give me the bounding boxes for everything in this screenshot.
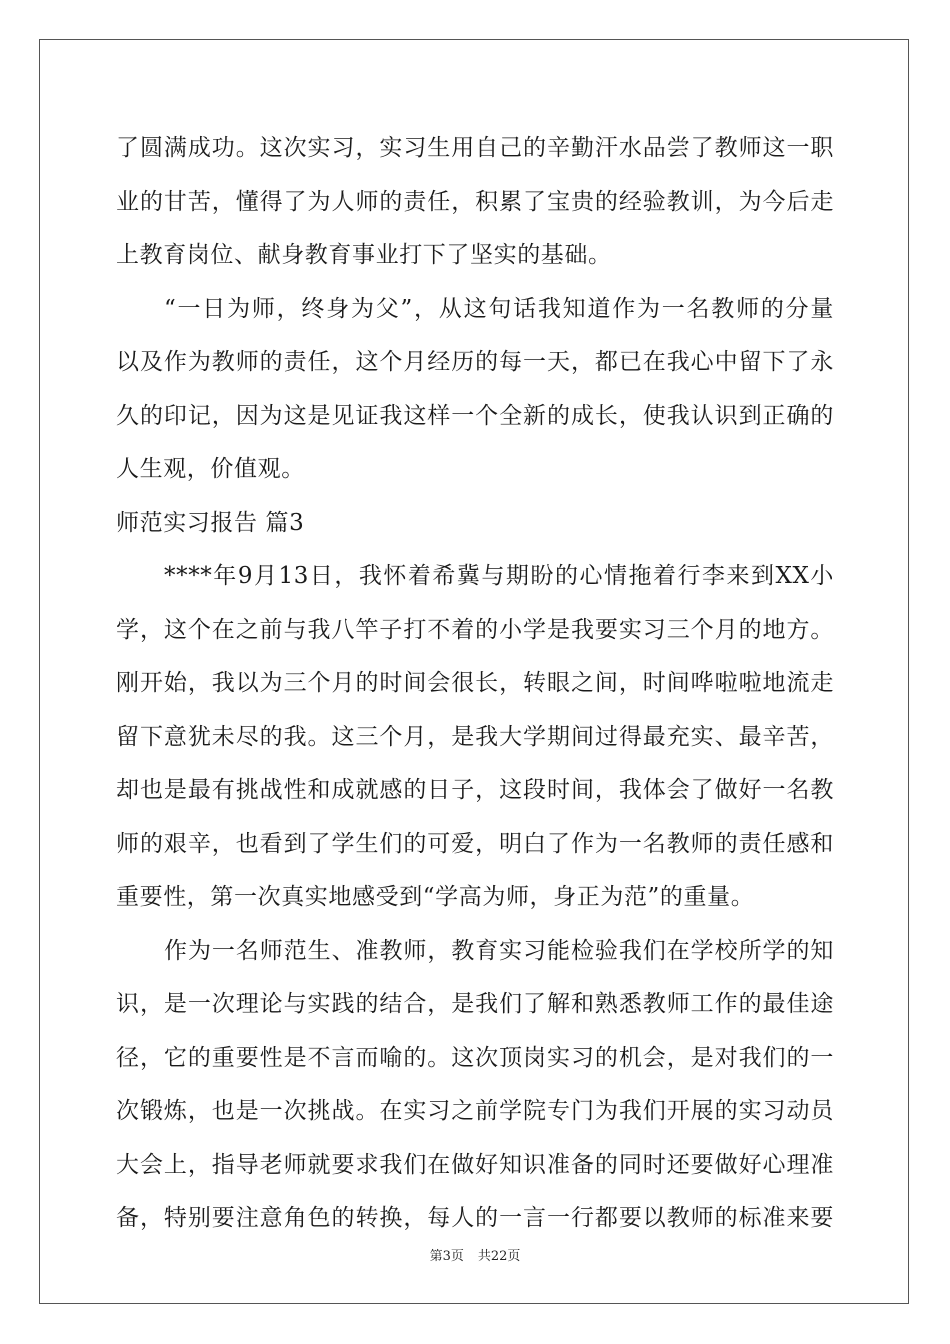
page-number: 第3页 (429, 1249, 464, 1264)
text-line: 大会上，指导老师就要求我们在做好知识准备的同时还要做好心理准 (116, 1151, 834, 1178)
page-total: 共22页 (477, 1249, 521, 1264)
text-line: 备，特别要注意角色的转换，每人的一言一行都要以教师的标准来要 (116, 1205, 834, 1231)
text-line: 留下意犹未尽的我。这三个月，是我大学期间过得最充实、最辛苦， (116, 723, 834, 750)
text-line: 却也是最有挑战性和成就感的日子，这段时间，我体会了做好一名教 (116, 777, 834, 803)
text-line: 人生观，价值观。 (116, 456, 305, 482)
document-body (116, 128, 834, 1252)
text-line: 久的印记，因为这是见证我这样一个全新的成长，使我认识到正确的 (116, 402, 834, 429)
text-line: 了圆满成功。这次实习，实习生用自己的辛勤汗水品尝了教师这一职 (116, 135, 834, 161)
text-line: 师的艰辛，也看到了学生们的可爱，明白了作为一名教师的责任感和 (116, 830, 834, 857)
text-line: “一日为师，终身为父”，从这句话我知道作为一名教师的分量 (164, 295, 834, 322)
text-line: 业的甘苦，懂得了为人师的责任，积累了宝贵的经验教训，为今后走 (116, 188, 834, 215)
text-line: 识，是一次理论与实践的结合，是我们了解和熟悉教师工作的最佳途 (116, 991, 834, 1017)
text-line: 学，这个在之前与我八竿子打不着的小学是我要实习三个月的地方。 (116, 616, 834, 643)
text-line: 作为一名师范生、准教师，教育实习能检验我们在学校所学的知 (164, 937, 834, 964)
text-line: 师范实习报告 篇3 (116, 509, 305, 536)
text-line: 上教育岗位、献身教育事业打下了坚实的基础。 (116, 242, 612, 268)
text-line: 径，它的重要性是不言而喻的。这次顶岗实习的机会，是对我们的一 (116, 1044, 834, 1071)
text-line: 刚开始，我以为三个月的时间会很长，转眼之间，时间哗啦啦地流走 (116, 670, 834, 696)
text-line: 重要性，第一次真实地感受到“学高为师，身正为范”的重量。 (116, 884, 755, 910)
text-line: 次锻炼，也是一次挑战。在实习之前学院专门为我们开展的实习动员 (116, 1098, 834, 1124)
text-line: ****年9月13日，我怀着希冀与期盼的心情拖着行李来到XX小 (164, 563, 834, 589)
text-line: 以及作为教师的责任，这个月经历的每一天，都已在我心中留下了永 (116, 349, 834, 375)
page-footer (0, 1247, 950, 1267)
